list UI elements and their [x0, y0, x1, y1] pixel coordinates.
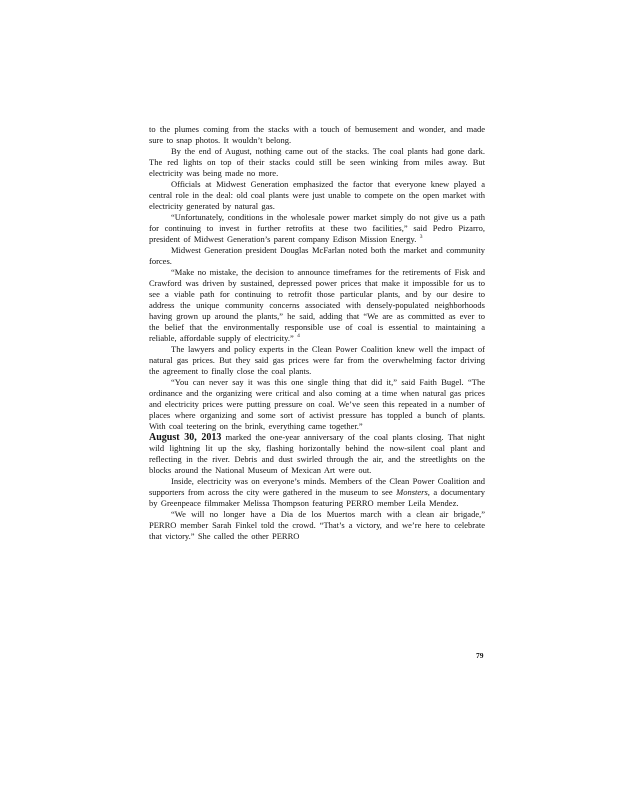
paragraph-10-text-after: , a documentary by Greenpeace filmmaker Melissa Thompson featuring PERRO member Leila Mendez.	[149, 487, 485, 508]
paragraph-7-text: The lawyers and policy experts in the Clean Power Coalition knew well the impact of natural gas prices. But they said gas prices were far from the overwhelming factor driving the agreement to finally close the coal plants.	[149, 344, 485, 376]
paragraph-1-text: to the plumes coming from the stacks with a touch of bemusement and wonder, and made sure to snap photos. It wouldn’t belong.	[149, 124, 485, 145]
paragraph-3-text: Officials at Midwest Generation emphasized the factor that everyone knew played a central role in the deal: old coal plants were just unable to compete on the open market with electricity generated by natural gas.	[149, 179, 485, 211]
paragraph-8	[149, 377, 485, 432]
film-title-italic: Monsters	[396, 487, 428, 497]
paragraph-5-text: Midwest Generation president Douglas McFarlan noted both the market and community forces.	[149, 245, 485, 266]
paragraph-10	[149, 476, 485, 509]
paragraph-5	[149, 245, 485, 267]
paragraph-4	[149, 212, 485, 245]
paragraph-9	[149, 432, 485, 476]
paragraph-10-text-before: Inside, electricity was on everyone’s minds. Members of the Clean Power Coalition and supporters from across the city were gathered in the museum to see	[149, 476, 485, 497]
paragraph-11	[149, 509, 485, 542]
paragraph-1	[149, 124, 485, 146]
paragraph-8-text: “You can never say it was this one single thing that did it,” said Faith Bugel. “The ordinance and the organizing were critical and also coming at a time when natural gas prices and electricity prices were putting pressure on coal. We’ve seen this repeated in a number of places where organizing and some sort of activist pressure has toppled a bunch of plants. With coal teetering on the brink, everything came together.”	[149, 377, 485, 431]
section-date-lead: August 30, 2013	[149, 432, 222, 443]
body-text	[149, 124, 485, 542]
paragraph-3	[149, 179, 485, 212]
paragraph-11-text: “We will no longer have a Dia de los Muertos march with a clean air brigade,” PERRO member Sarah Finkel told the crowd. “That’s a victory, and we’re here to celebrate that victory.” She called the other PERRO	[149, 509, 485, 541]
paragraph-9-text: marked the one-year anniversary of the coal plants closing. That night wild lightning lit up the sky, flashing horizontally behind the now-silent coal plant and reflecting in the river. Debris and dust swirled through the air, and the streetlights on the blocks around the National Museum of Mexican Art were out.	[149, 432, 486, 475]
paragraph-2-text: By the end of August, nothing came out of the stacks. The coal plants had gone dark. The red lights on top of their stacks could still be seen winking from miles away. But electricity was being made no more.	[149, 146, 485, 178]
paragraph-6	[149, 267, 485, 344]
footnote-marker-4[interactable]: 4	[297, 333, 300, 340]
paragraph-4-text: “Unfortunately, conditions in the wholesale power market simply do not give us a path for continuing to invest in further retrofits at these two facilities,” said Pedro Pizarro, president of Midwest Generation’s parent company Edison Mission Energy.	[149, 212, 485, 244]
page-number: 79	[476, 651, 484, 660]
footnote-marker-3[interactable]: 3	[419, 234, 423, 241]
paragraph-2	[149, 146, 485, 179]
paragraph-6-text: “Make no mistake, the decision to announce timeframes for the retirements of Fisk and Crawford was driven by sustained, depressed power prices that make it impossible for us to see a viable path for continuing to retrofit those particular plants, and by our desire to address the unique community concerns associated with densely-populated neighborhoods having grown up around the plants,” he said, adding that “We are as committed as ever to the belief that the environmentally responsible use of coal is essential to maintaining a reliable, affordable supply of electricity.”	[149, 267, 485, 343]
paragraph-7	[149, 344, 485, 377]
